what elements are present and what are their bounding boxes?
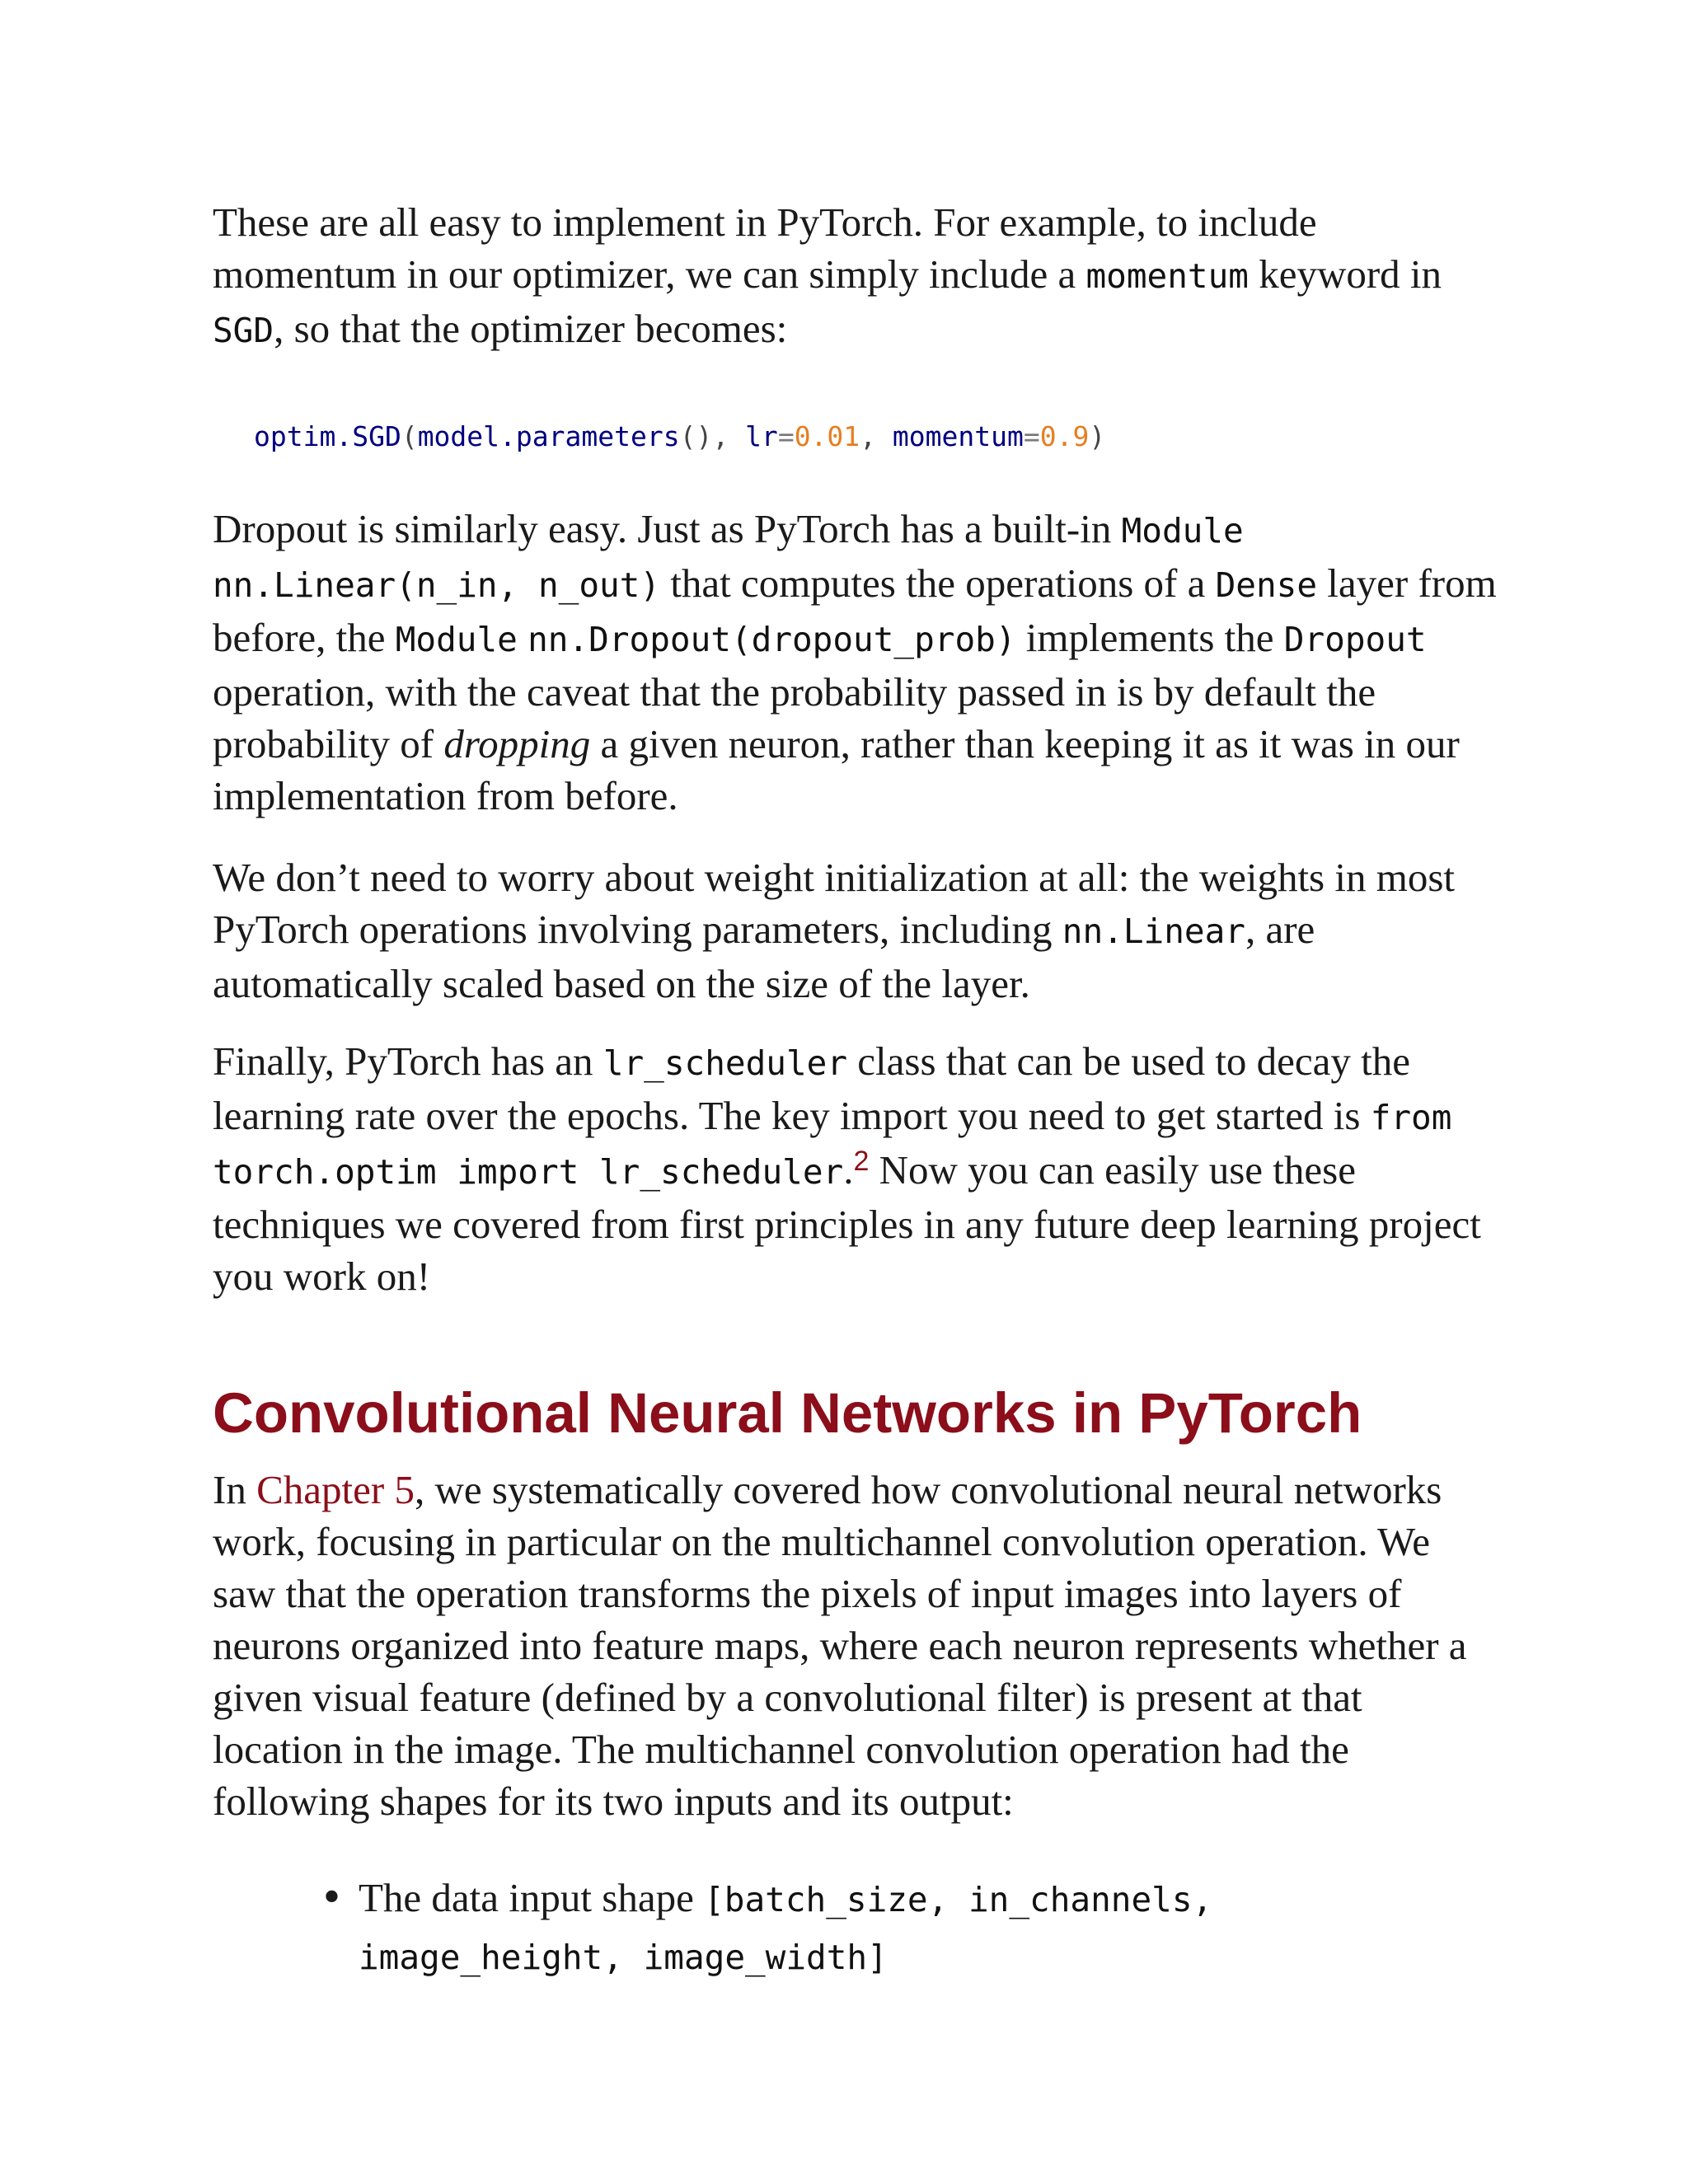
text: Now you can easily use these techniques we covered from first principles in any future deep learning project you work on! [213, 1147, 1481, 1299]
text: . [843, 1147, 854, 1193]
text: Finally, PyTorch has an [213, 1038, 603, 1084]
inline-code: momentum [1085, 256, 1249, 296]
text: a given neuron, rather than keeping it as it was in our implementation from before. [213, 721, 1460, 818]
inline-code: nn.Dropout(dropout_prob) [528, 620, 1016, 659]
inline-code: Module [1121, 511, 1244, 551]
text: , so that the optimizer becomes: [274, 306, 788, 351]
text: layer from before, the [213, 560, 1497, 660]
text: operation, with the caveat that the probability passed in is by default the probability of [213, 669, 1376, 766]
code-token: , [860, 420, 893, 452]
inline-code: image_height, image_width] [359, 1938, 888, 1977]
text: These are all easy to implement in PyTorch. For example, to include momentum in our optimizer, we can simply include a [213, 199, 1317, 297]
code-token: momentum [892, 420, 1024, 452]
footnote-marker[interactable]: 2 [853, 1146, 870, 1177]
code-block [213, 419, 1105, 455]
inline-code: Module [395, 620, 518, 659]
text: We don’t need to worry about weight initialization at all: the weights in most PyTorch operations involving parameters, including [213, 855, 1456, 952]
code-token: ( [401, 420, 418, 452]
paragraph-dropout [213, 503, 1498, 822]
text: In [213, 1467, 257, 1512]
text: class that can be used to decay the learning rate over the epochs. The key import you need to get started is [213, 1038, 1411, 1138]
emphasis: dropping [443, 721, 591, 766]
inline-code: from torch.optim import lr_scheduler [213, 1098, 1452, 1192]
code-token: (), [679, 420, 746, 452]
paragraph-lr-scheduler [213, 1035, 1498, 1302]
text: keyword in [1248, 251, 1442, 297]
inline-code: lr_scheduler [603, 1043, 848, 1083]
inline-code: Dropout [1283, 620, 1427, 659]
inline-code: Dense [1215, 565, 1318, 605]
inline-code: [batch_size, in_channels, [704, 1880, 1213, 1919]
code-number: 0.01 [794, 420, 860, 452]
code-number: 0.9 [1039, 420, 1090, 452]
list-item [213, 1870, 1498, 1985]
paragraph-cnn-intro [213, 1464, 1498, 1827]
text: , we systematically covered how convolutional neural networks work, focusing in particular on the multichannel convolution operation. We saw that the operation transforms the pixels of input images into layers of neurons organized into feature maps, where each neuron represents whether a given visual feature (defined by a convolutional filter) is present at that location in the image. The multichannel convolution operation had the following shapes for its two inputs and its output: [213, 1467, 1467, 1824]
code-token: ) [1089, 420, 1106, 452]
section-heading: Convolutional Neural Networks in PyTorch [213, 1381, 1362, 1445]
inline-code: nn.Linear [1062, 912, 1245, 951]
paragraph-weight-init [213, 851, 1465, 1010]
code-token: = [1023, 420, 1040, 452]
code-token: = [777, 420, 795, 452]
text: Dropout is similarly easy. Just as PyTorch has a built-in [213, 506, 1122, 551]
text [518, 615, 528, 660]
code-token: optim.SGD [254, 420, 401, 452]
code-token: lr [745, 420, 778, 452]
paragraph-momentum [213, 196, 1498, 357]
inline-code: SGD [213, 311, 274, 350]
inline-code: nn.Linear(n_in, n_out) [213, 565, 661, 605]
text: that computes the operations of a [660, 560, 1216, 606]
text: The data input shape [359, 1875, 705, 1920]
code-token: model.parameters [417, 420, 680, 452]
text: implements the [1015, 615, 1284, 660]
bullet-icon: • [320, 1874, 344, 1921]
bullet-list [213, 1870, 1498, 1985]
text: , are automatically scaled based on the size of the layer. [213, 907, 1315, 1006]
chapter-link[interactable]: Chapter 5 [256, 1467, 415, 1512]
